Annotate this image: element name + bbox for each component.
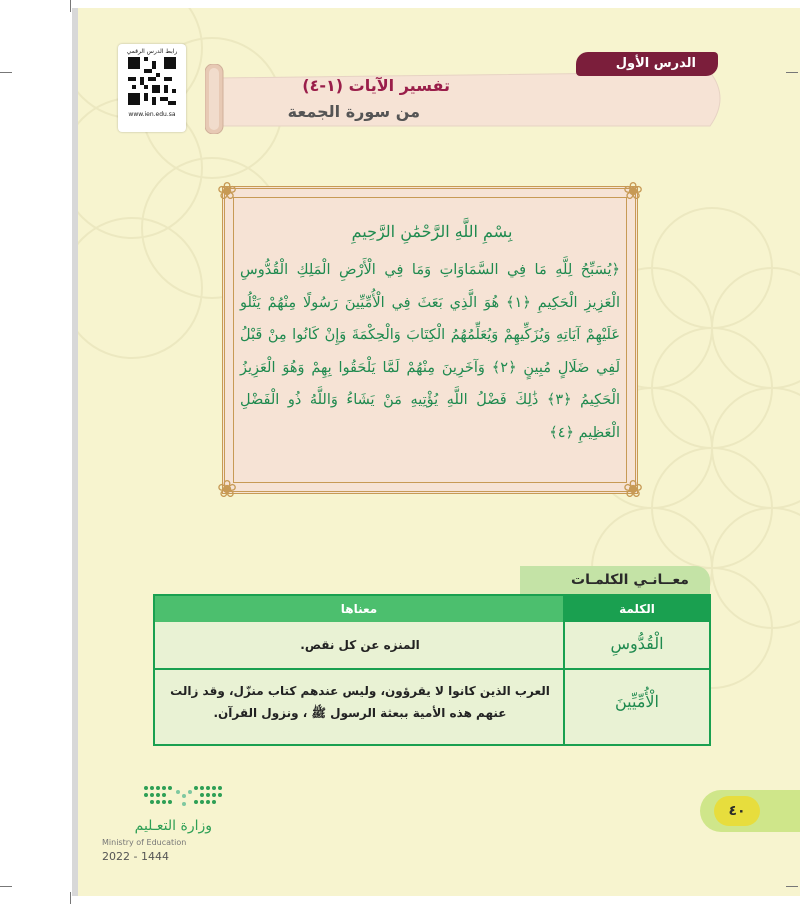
ministry-name-ar: وزارة التعـليم	[134, 818, 212, 834]
lesson-subtitle: من سورة الجمعة	[287, 102, 420, 121]
ornament-corner-icon: ❀	[622, 177, 644, 205]
qr-url: www.ien.edu.sa	[128, 111, 176, 118]
ministry-logo-icon	[140, 782, 226, 812]
qr-code-icon	[128, 57, 176, 105]
crop-mark	[70, 892, 71, 904]
crop-mark	[786, 72, 798, 73]
table-row-word: الْقُدُّوسِ	[610, 634, 664, 653]
header-word: الكلمة	[619, 602, 655, 616]
qr-card[interactable]	[118, 44, 186, 132]
column-divider	[563, 596, 565, 744]
crop-mark	[0, 886, 12, 887]
crop-mark	[0, 72, 12, 73]
page-number: ٤٠	[714, 796, 760, 826]
lesson-badge: الدرس الأول	[576, 52, 718, 76]
meanings-heading: معــانـي الكلمـات	[571, 572, 689, 588]
crop-mark	[786, 886, 798, 887]
lesson-title: تفسير الآيات (١-٤)	[302, 76, 450, 95]
ornament-corner-icon: ❀	[622, 475, 644, 503]
edition-year: 2022 - 1444	[102, 850, 169, 863]
crop-mark	[70, 0, 71, 12]
meanings-table	[153, 594, 711, 746]
table-header-row	[155, 596, 709, 622]
basmala: بِسْمِ اللَّهِ الرَّحْمَٰنِ الرَّحِيمِ	[351, 222, 513, 241]
row-divider	[155, 668, 709, 670]
ornament-corner-icon: ❀	[216, 177, 238, 205]
quran-verses: ﴿يُسَبِّحُ لِلَّهِ مَا فِي السَّمَاوَاتِ وَمَا فِي الْأَرْضِ الْمَلِكِ الْقُدُّوسِ الْعَزِيزِ الْحَكِيمِ ﴿١﴾ هُوَ الَّذِي بَعَثَ فِي الْأُمِّيِّينَ رَسُولًا مِنْهُمْ يَتْلُو عَلَيْهِمْ آيَاتِهِ وَيُزَكِّيهِمْ وَيُعَلِّمُهُمُ الْكِتَابَ وَالْحِكْمَةَ وَإِنْ كَانُوا مِنْ قَبْلُ لَفِي ضَلَالٍ مُبِينٍ ﴿٢﴾ وَآخَرِينَ مِنْهُمْ لَمَّا يَلْحَقُوا بِهِمْ وَهُوَ الْعَزِيزُ الْحَكِيمُ ﴿٣﴾ ذَٰلِكَ فَضْلُ اللَّهِ يُؤْتِيهِ مَنْ يَشَاءُ وَاللَّهُ ذُو الْفَضْلِ الْعَظِيمِ ﴿٤﴾	[240, 262, 621, 441]
table-row-meaning: العرب الذين كانوا لا يقرؤون، وليس عندهم كتاب منزّل، وقد زالت عنهم هذه الأمية ببعثة الرسول ﷺ ، ونزول القرآن.	[170, 684, 550, 720]
table-row-word: الْأُمِّيِّينَ	[615, 692, 659, 711]
ministry-name-en: Ministry of Education	[102, 838, 187, 847]
ornament-corner-icon: ❀	[216, 475, 238, 503]
table-row-meaning: المنزه عن كل نقص.	[300, 638, 420, 652]
header-meaning: معناها	[155, 596, 563, 622]
left-margin-bar	[72, 8, 78, 896]
qr-label: رابط الدرس الرقمي	[126, 48, 178, 55]
